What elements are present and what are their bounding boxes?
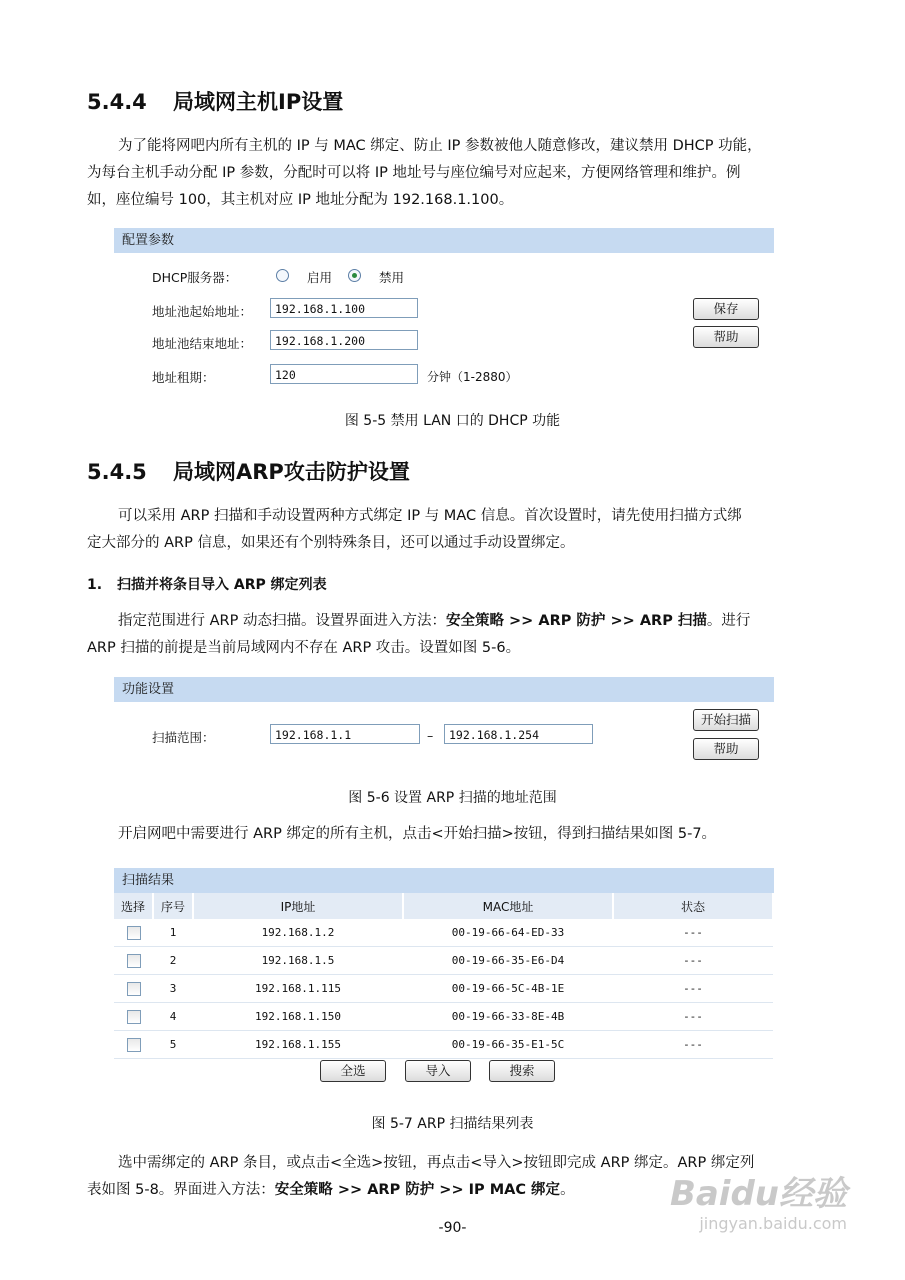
row-mac: 00-19-66-5C-4B-1E <box>403 975 613 1003</box>
dhcp-enable-radio[interactable] <box>276 269 289 282</box>
help-button[interactable]: 帮助 <box>693 326 759 348</box>
baidu-watermark-url: jingyan.baidu.com <box>699 1214 847 1233</box>
dhcp-disable-label: 禁用 <box>379 270 405 285</box>
row-mac: 00-19-66-64-ED-33 <box>403 919 613 947</box>
dhcp-disable-radio[interactable] <box>348 269 361 282</box>
section-number: 5.4.5 <box>87 460 147 484</box>
paragraph-line: 选中需绑定的 ARP 条目，或点击<全选>按钮，再点击<导入>按钮即完成 ARP 绑定。ARP 绑定列 <box>118 1155 755 1171</box>
row-checkbox[interactable] <box>127 954 141 968</box>
range-end-input[interactable]: 192.168.1.254 <box>444 724 593 744</box>
row-ip: 192.168.1.5 <box>193 947 403 975</box>
column-header-mac: MAC地址 <box>403 893 613 919</box>
lease-unit: 分钟（1-2880） <box>427 370 518 384</box>
paragraph-line: 为了能将网吧内所有主机的 IP 与 MAC 绑定、防止 IP 参数被他人随意修改，建议禁用 DHCP 功能， <box>118 138 762 154</box>
dhcp-enable-label: 启用 <box>307 270 333 285</box>
table-row <box>114 919 773 947</box>
scan-range-label: 扫描范围： <box>152 730 215 745</box>
row-checkbox-cell <box>114 1003 153 1031</box>
subheading-number: 1. <box>87 577 103 593</box>
help-button[interactable]: 帮助 <box>693 738 759 760</box>
row-checkbox-cell <box>114 1031 153 1059</box>
table-row <box>114 1031 773 1059</box>
section-title: 局域网主机IP设置 <box>173 90 344 114</box>
scan-result-table <box>114 893 774 1059</box>
column-header-status: 状态 <box>613 893 773 919</box>
column-header-no: 序号 <box>153 893 193 919</box>
menu-path: 安全策略 >> ARP 防护 >> ARP 扫描 <box>445 613 707 629</box>
row-mac: 00-19-66-35-E6-D4 <box>403 947 613 975</box>
scan-range-panel <box>114 677 774 767</box>
text-run: 。 <box>560 1182 575 1198</box>
paragraph-line: 如，座位编号 100，其主机对应 IP 地址分配为 192.168.1.100。 <box>87 192 514 208</box>
baidu-watermark-logo: Baidu经验 <box>669 1174 847 1214</box>
row-status: --- <box>613 947 773 975</box>
range-start-input[interactable]: 192.168.1.1 <box>270 724 420 744</box>
paragraph-line: ARP 扫描的前提是当前局域网内不存在 ARP 攻击。设置如图 5-6。 <box>87 640 521 656</box>
figure-caption-5-7: 图 5-7 ARP 扫描结果列表 <box>371 1116 534 1132</box>
paragraph-dhcp-intro <box>87 133 817 214</box>
select-all-button[interactable]: 全选 <box>320 1060 386 1082</box>
text-run: 表如图 5-8。界面进入方法： <box>87 1182 275 1198</box>
table-header-row <box>114 893 773 919</box>
text-run: 指定范围进行 ARP 动态扫描。设置界面进入方法： <box>118 613 446 629</box>
paragraph-line: 定大部分的 ARP 信息，如果还有个别特殊条目，还可以通过手动设置绑定。 <box>87 535 575 551</box>
text-run: 。进行 <box>706 613 751 629</box>
row-number: 5 <box>153 1031 193 1059</box>
dhcp-server-label: DHCP服务器： <box>152 270 238 285</box>
row-status: --- <box>613 919 773 947</box>
paragraph-line: 可以采用 ARP 扫描和手动设置两种方式绑定 IP 与 MAC 信息。首次设置时，请先使用扫描方式绑 <box>118 508 742 524</box>
pool-end-input[interactable]: 192.168.1.200 <box>270 330 418 350</box>
row-number: 3 <box>153 975 193 1003</box>
dhcp-config-panel <box>114 228 774 393</box>
start-scan-button[interactable]: 开始扫描 <box>693 709 759 731</box>
range-dash: – <box>427 728 434 743</box>
lease-input[interactable]: 120 <box>270 364 418 384</box>
menu-path: 安全策略 >> ARP 防护 >> IP MAC 绑定 <box>274 1182 561 1198</box>
row-number: 4 <box>153 1003 193 1031</box>
row-ip: 192.168.1.115 <box>193 975 403 1003</box>
section-heading-5-4-5 <box>87 456 410 486</box>
lease-label: 地址租期： <box>152 370 215 385</box>
row-mac: 00-19-66-33-8E-4B <box>403 1003 613 1031</box>
row-checkbox[interactable] <box>127 926 141 940</box>
table-row <box>114 975 773 1003</box>
paragraph-line <box>87 608 817 635</box>
row-number: 1 <box>153 919 193 947</box>
row-checkbox[interactable] <box>127 1038 141 1052</box>
row-status: --- <box>613 975 773 1003</box>
row-ip: 192.168.1.2 <box>193 919 403 947</box>
figure-caption-5-6: 图 5-6 设置 ARP 扫描的地址范围 <box>348 790 557 806</box>
row-checkbox-cell <box>114 947 153 975</box>
save-button[interactable]: 保存 <box>693 298 759 320</box>
pool-start-input[interactable]: 192.168.1.100 <box>270 298 418 318</box>
paragraph-arp-intro <box>87 503 817 557</box>
panel-header: 扫描结果 <box>114 868 774 893</box>
table-row <box>114 947 773 975</box>
row-checkbox-cell <box>114 919 153 947</box>
pool-start-label: 地址池起始地址： <box>152 304 253 319</box>
row-checkbox[interactable] <box>127 1010 141 1024</box>
panel-header: 功能设置 <box>114 677 774 702</box>
row-ip: 192.168.1.155 <box>193 1031 403 1059</box>
paragraph-scan-hint: 开启网吧中需要进行 ARP 绑定的所有主机，点击<开始扫描>按钮，得到扫描结果如图 5-7。 <box>118 826 717 842</box>
section-heading-5-4-4 <box>87 86 343 116</box>
row-checkbox-cell <box>114 975 153 1003</box>
row-number: 2 <box>153 947 193 975</box>
paragraph-line: 为每台主机手动分配 IP 参数，分配时可以将 IP 地址号与座位编号对应起来，方便网络管理和维护。例 <box>87 165 741 181</box>
row-status: --- <box>613 1003 773 1031</box>
column-header-select: 选择 <box>114 893 153 919</box>
page-number: -90- <box>438 1220 467 1236</box>
pool-end-label: 地址池结束地址： <box>152 336 253 351</box>
scan-result-panel <box>114 868 774 1078</box>
section-title: 局域网ARP攻击防护设置 <box>173 460 410 484</box>
paragraph-arp-scan <box>87 608 817 662</box>
section-number: 5.4.4 <box>87 90 147 114</box>
table-row <box>114 1003 773 1031</box>
import-button[interactable]: 导入 <box>405 1060 471 1082</box>
subheading-scan-import <box>87 574 327 594</box>
column-header-ip: IP地址 <box>193 893 403 919</box>
figure-caption-5-5: 图 5-5 禁用 LAN 口的 DHCP 功能 <box>344 413 561 429</box>
row-ip: 192.168.1.150 <box>193 1003 403 1031</box>
row-mac: 00-19-66-35-E1-5C <box>403 1031 613 1059</box>
row-status: --- <box>613 1031 773 1059</box>
panel-header: 配置参数 <box>114 228 774 253</box>
row-checkbox[interactable] <box>127 982 141 996</box>
search-button[interactable]: 搜索 <box>489 1060 555 1082</box>
subheading-title: 扫描并将条目导入 ARP 绑定列表 <box>117 577 327 593</box>
